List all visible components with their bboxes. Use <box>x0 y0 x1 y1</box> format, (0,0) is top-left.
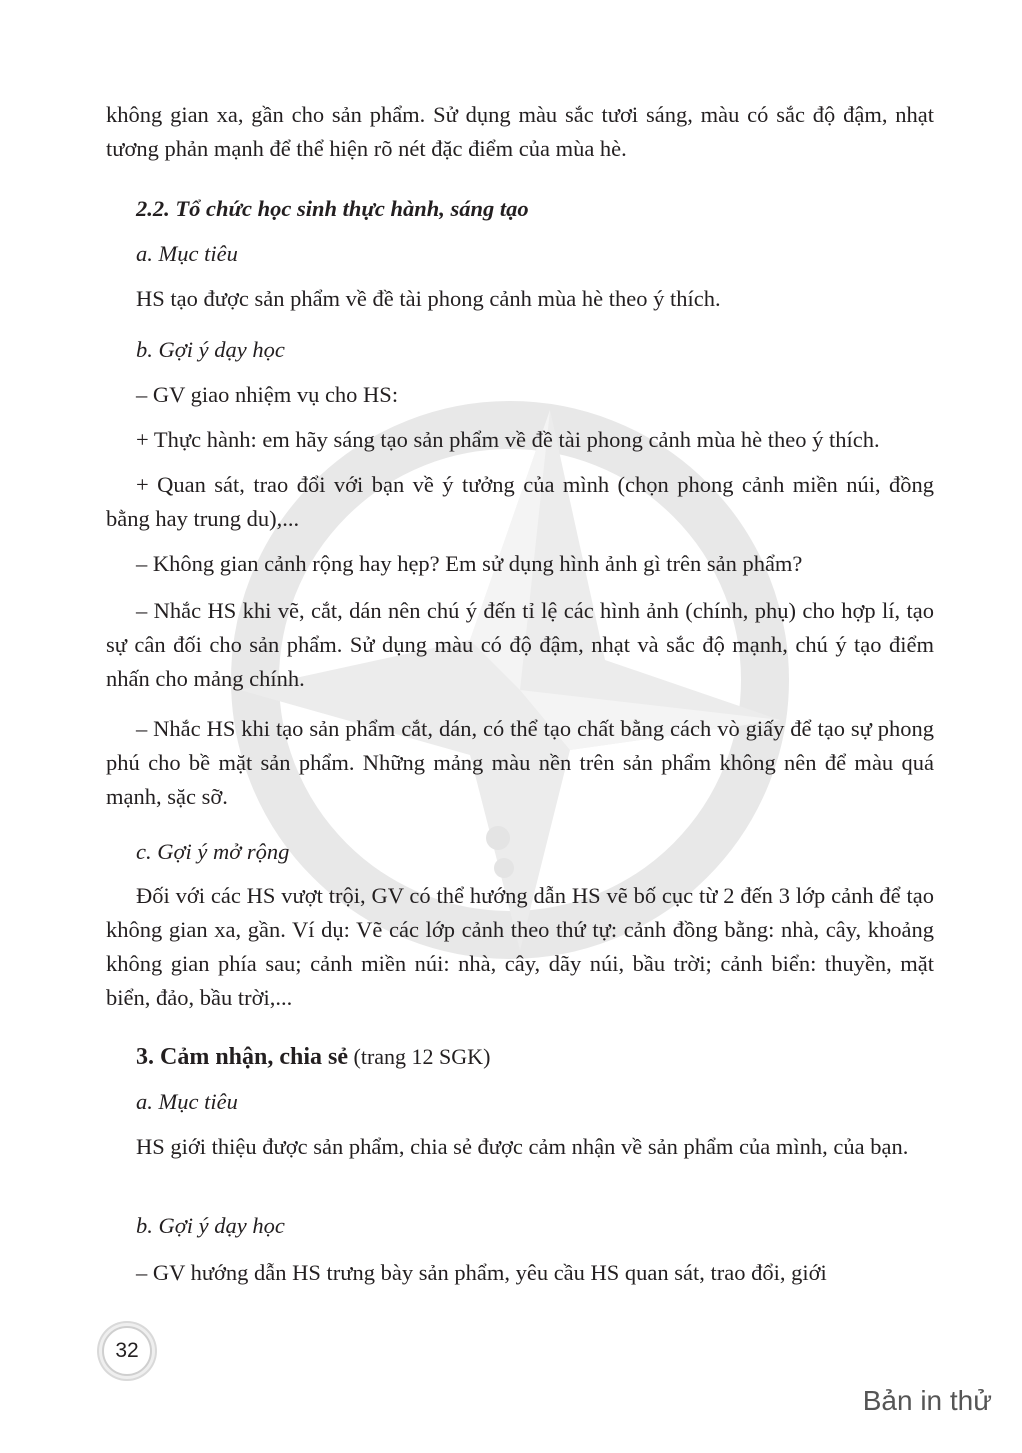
paragraph-reminder-draw: – Nhắc HS khi vẽ, cắt, dán nên chú ý đến tỉ lệ các hình ảnh (chính, phụ) cho hợp lí, tạo sự cân đối cho sản phẩm. Sử dụng màu có độ đậm, nhạt và sắc độ mạnh, chú ý tạo điểm nhấn cho mảng chính. <box>106 598 934 691</box>
paragraph-reminder-cut: – Nhắc HS khi tạo sản phẩm cắt, dán, có thể tạo chất bằng cách vò giấy để tạo sự phong phú cho bề mặt sản phẩm. Những mảng màu nền trên sản phẩm không nên để màu quá mạnh, sặc sỡ. <box>106 716 934 809</box>
page-number: 32 <box>115 1339 139 1362</box>
paragraph-task-intro: – GV giao nhiệm vụ cho HS: <box>136 382 399 407</box>
subheading-objective-2: a. Mục tiêu <box>136 1089 238 1114</box>
subheading-teaching-hints: b. Gợi ý dạy học <box>136 337 285 362</box>
section-heading-3 <box>136 1040 934 1074</box>
proof-label: Bản in thử <box>862 1385 992 1416</box>
section-heading-2-2: 2.2. Tổ chức học sinh thực hành, sáng tạo <box>136 196 529 221</box>
paragraph-space-question: – Không gian cảnh rộng hay hẹp? Em sử dụng hình ảnh gì trên sản phẩm? <box>136 551 803 576</box>
subheading-objective: a. Mục tiêu <box>136 241 238 266</box>
paragraph-continuation: không gian xa, gần cho sản phẩm. Sử dụng màu sắc tươi sáng, màu có sắc độ đậm, nhạt tương phản mạnh để thể hiện rõ nét đặc điểm của mùa hè. <box>106 102 934 161</box>
paragraph-observe: + Quan sát, trao đổi với bạn về ý tưởng của mình (chọn phong cảnh miền núi, đồng bằng hay trung du),... <box>106 472 934 531</box>
subheading-extension: c. Gợi ý mở rộng <box>136 839 290 864</box>
paragraph-extension: Đối với các HS vượt trội, GV có thể hướng dẫn HS vẽ bố cục từ 2 đến 3 lớp cảnh để tạo không gian xa, gần. Ví dụ: Vẽ các lớp cảnh theo thứ tự: cảnh đồng bằng: nhà, cây, khoảng không gian phía sau; cảnh miền núi: nhà, cây, dãy núi, bầu trời; cảnh biển: thuyền, mặt biển, đảo, bầu trời,... <box>106 883 934 1010</box>
paragraph-practice: + Thực hành: em hãy sáng tạo sản phẩm về đề tài phong cảnh mùa hè theo ý thích. <box>136 427 880 452</box>
section-heading-3-reference: (trang 12 SGK) <box>348 1044 491 1069</box>
subheading-teaching-hints-2: b. Gợi ý dạy học <box>136 1213 285 1238</box>
paragraph-objective: HS tạo được sản phẩm về đề tài phong cảnh mùa hè theo ý thích. <box>136 286 721 311</box>
paragraph-display: – GV hướng dẫn HS trưng bày sản phẩm, yêu cầu HS quan sát, trao đổi, giới <box>136 1260 827 1285</box>
paragraph-objective-2: HS giới thiệu được sản phẩm, chia sẻ được cảm nhận về sản phẩm của mình, của bạn. <box>136 1134 909 1159</box>
section-heading-3-title: 3. Cảm nhận, chia sẻ <box>136 1044 349 1070</box>
